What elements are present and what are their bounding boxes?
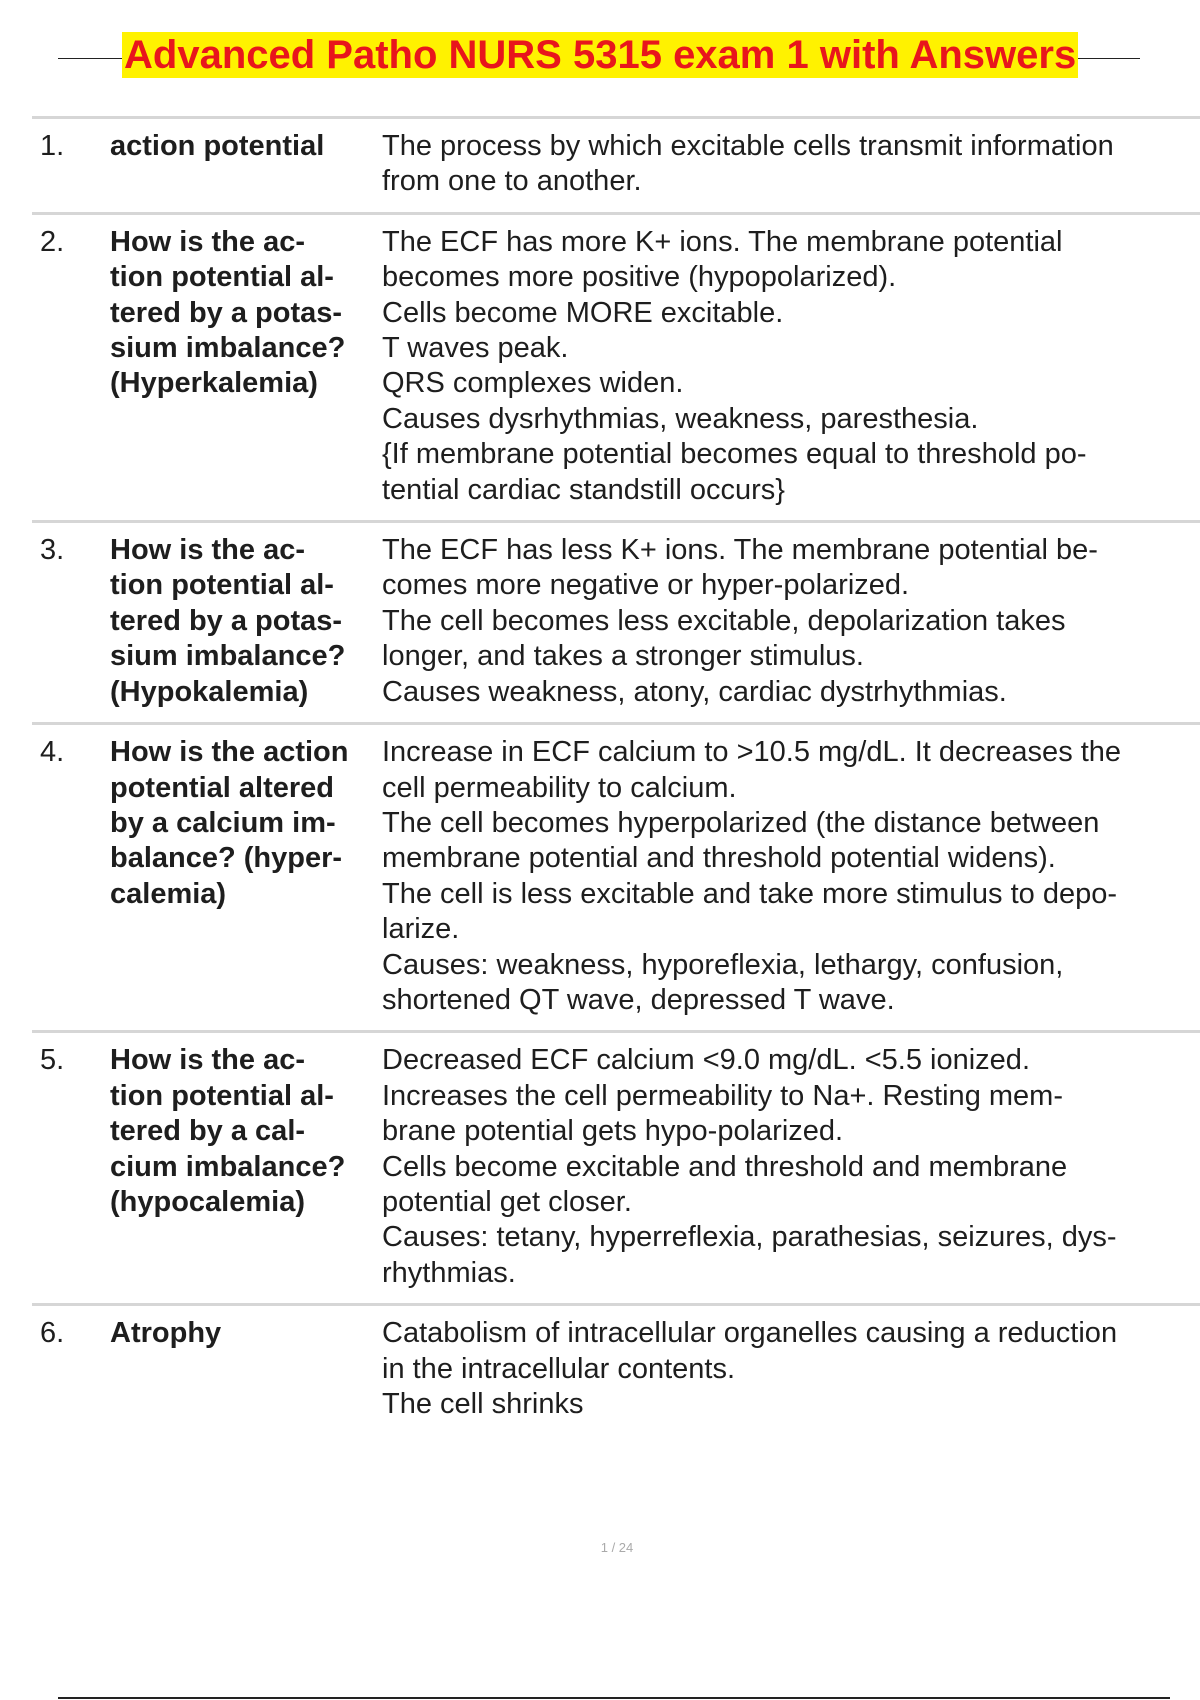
item-number: 5.: [40, 1044, 65, 1077]
page-number: 1 / 24: [600, 1540, 634, 1555]
item-term: Atrophy: [110, 1317, 222, 1350]
item-definition: Increase in ECF calcium to >10.5 mg/dL. It decreases the cell permeability to calcium. The cell becomes hyperpolarized (the distance between membrane potential and threshold potential widens). The cell is less excitable and take more stimulus to depo- larize. Causes: weakness, hyporeflexia, lethargy, confusion, shortened QT wave, depressed T wave.: [382, 736, 1122, 1016]
document-title: Advanced Patho NURS 5315 exam 1 with Answers: [124, 33, 1077, 77]
item-term: How is the ac- tion potential al- tered by a potas- sium imbalance? (Hyperkalemia): [110, 225, 346, 400]
item-definition: Decreased ECF calcium <9.0 mg/dL. <5.5 ionized. Increases the cell permeability to Na+. Resting mem- brane potential gets hypo-polarized. Cells become excitable and threshold and membrane potential get closer. Causes: tetany, hyperreflexia, parathesias, seizures, dys- rhythmias.: [382, 1044, 1117, 1289]
item-definition: Catabolism of intracellular organelles causing a reduction in the intracellular contents. The cell shrinks: [382, 1317, 1118, 1420]
item-number: 1.: [40, 130, 65, 162]
qa-item-2: [32, 212, 1200, 520]
item-number: 3.: [40, 534, 65, 567]
qa-item-1: [32, 116, 1200, 212]
qa-item-4: [32, 722, 1200, 1030]
qa-item-5: [32, 1030, 1200, 1303]
qa-item-6: [32, 1303, 1200, 1434]
item-definition: The ECF has less K+ ions. The membrane potential be- comes more negative or hyper-polarized. The cell becomes less excitable, depolarization takes longer, and takes a stronger stimulus. Causes weakness, atony, cardiac dystrhythmias.: [382, 534, 1098, 708]
item-number: 4.: [40, 736, 65, 769]
item-term: action potential: [110, 130, 325, 162]
qa-list: [32, 116, 1200, 1434]
item-term: How is the action potential altered by a calcium im- balance? (hyper- calemia): [110, 736, 349, 910]
footer-rule: [58, 1697, 1170, 1699]
document-header: [58, 30, 1140, 82]
item-term: How is the ac- tion potential al- tered by a cal- cium imbalance? (hypocalemia): [110, 1044, 346, 1218]
qa-item-3: [32, 520, 1200, 722]
item-number: 6.: [40, 1317, 65, 1350]
item-definition: The process by which excitable cells transmit information from one to another.: [382, 130, 1114, 198]
item-definition: The ECF has more K+ ions. The membrane potential becomes more positive (hypopolarized). Cells become MORE excitable. T waves peak. QRS complexes widen. Causes dysrhythmias, weakness, paresthesia. {If membrane potential becomes equal to threshold po- tential cardiac standstill occurs}: [382, 225, 1087, 506]
item-term: How is the ac- tion potential al- tered by a potas- sium imbalance? (Hypokalemia): [110, 534, 346, 708]
item-number: 2.: [40, 225, 65, 258]
